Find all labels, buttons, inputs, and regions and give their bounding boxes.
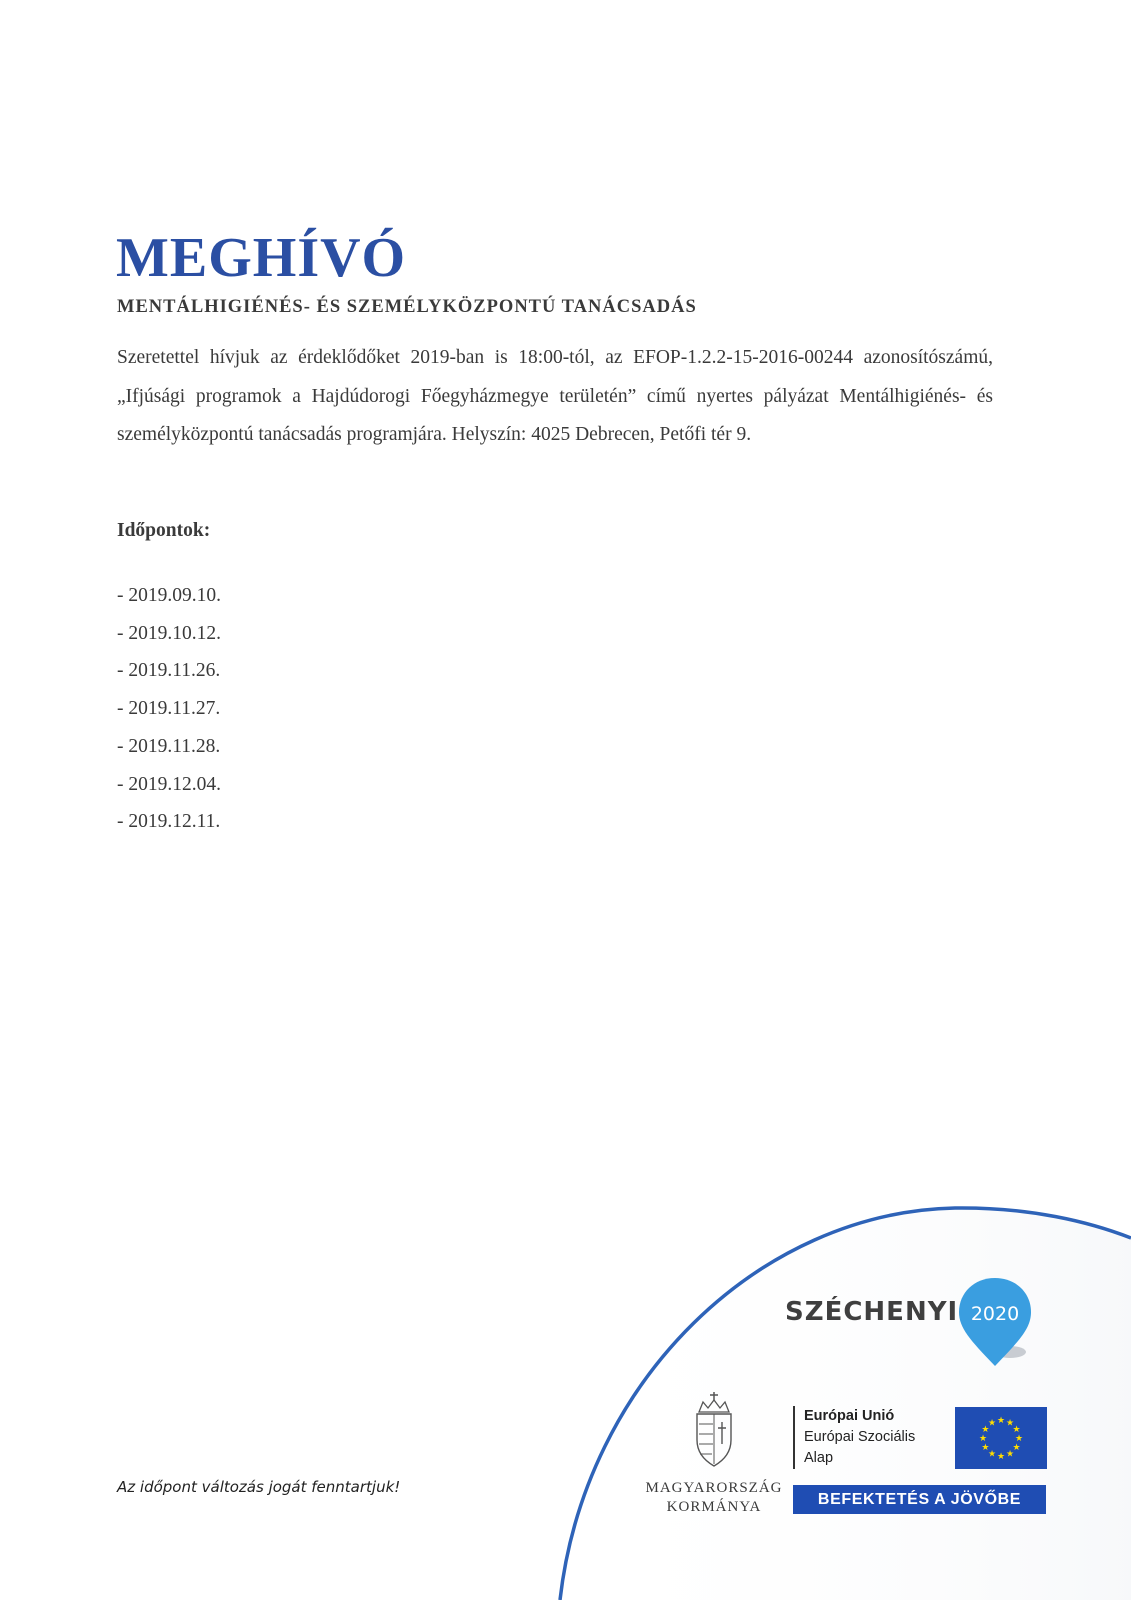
page-title: MEGHÍVÓ bbox=[116, 227, 407, 289]
eu-text-block bbox=[793, 1406, 915, 1469]
szechenyi-logo-text: SZÉCHENYI bbox=[785, 1297, 959, 1327]
date-item: - 2019.11.28. bbox=[117, 728, 221, 766]
dates-heading: Időpontok: bbox=[117, 520, 211, 541]
date-item: - 2019.10.12. bbox=[117, 615, 221, 653]
eu-star-icon: ★ bbox=[1005, 1418, 1015, 1429]
eu-line1: Európai Unió bbox=[804, 1408, 895, 1424]
eu-star-icon: ★ bbox=[1012, 1443, 1021, 1453]
eu-star-icon: ★ bbox=[978, 1434, 988, 1444]
eu-star-icon: ★ bbox=[996, 1416, 1006, 1426]
eu-star-icon: ★ bbox=[1014, 1434, 1024, 1444]
page-subtitle: MENTÁLHIGIÉNÉS- ÉS SZEMÉLYKÖZPONTÚ TANÁCSADÁS bbox=[117, 297, 697, 317]
eu-line2: Európai Szociális bbox=[804, 1429, 916, 1445]
date-item: - 2019.09.10. bbox=[117, 577, 221, 615]
date-item: - 2019.12.11. bbox=[117, 803, 221, 841]
eu-star-icon: ★ bbox=[987, 1449, 997, 1460]
szechenyi-pin-icon bbox=[955, 1276, 1035, 1368]
eu-flag-icon bbox=[955, 1407, 1047, 1469]
kormany-line1: MAGYARORSZÁG bbox=[645, 1480, 783, 1496]
coat-of-arms-icon bbox=[691, 1390, 737, 1470]
kormany-logo bbox=[644, 1390, 784, 1517]
eu-star-icon: ★ bbox=[981, 1425, 990, 1435]
eu-line3: Alap bbox=[804, 1450, 834, 1466]
eu-star-icon: ★ bbox=[996, 1452, 1006, 1462]
date-item: - 2019.11.27. bbox=[117, 690, 221, 728]
intro-paragraph: Szeretettel hívjuk az érdeklődőket 2019-ban is 18:00-tól, az EFOP-1.2.2-15-2016-00244 azonosítószámú, „Ifjúsági programok a Hajdúdorogi Főegyházmegye területén” című nyertes pályázat Mentálhigiénés- és személyközpontú tanácsadás programjára. Helyszín: 4025 Debrecen, Petőfi tér 9. bbox=[117, 347, 993, 445]
eu-star-icon: ★ bbox=[1005, 1449, 1015, 1460]
date-item: - 2019.12.04. bbox=[117, 766, 221, 804]
eu-star-icon: ★ bbox=[1012, 1425, 1021, 1435]
kormany-line2: KORMÁNYA bbox=[666, 1499, 762, 1515]
dates-list bbox=[117, 577, 221, 841]
date-item: - 2019.11.26. bbox=[117, 652, 221, 690]
eu-star-icon: ★ bbox=[981, 1443, 990, 1453]
eu-star-icon: ★ bbox=[987, 1418, 997, 1429]
footer-note: Az időpont változás jogát fenntartjuk! bbox=[117, 1478, 401, 1496]
befektetes-banner: BEFEKTETÉS A JÖVŐBE bbox=[793, 1485, 1046, 1514]
szechenyi-year: 2020 bbox=[970, 1303, 1020, 1325]
